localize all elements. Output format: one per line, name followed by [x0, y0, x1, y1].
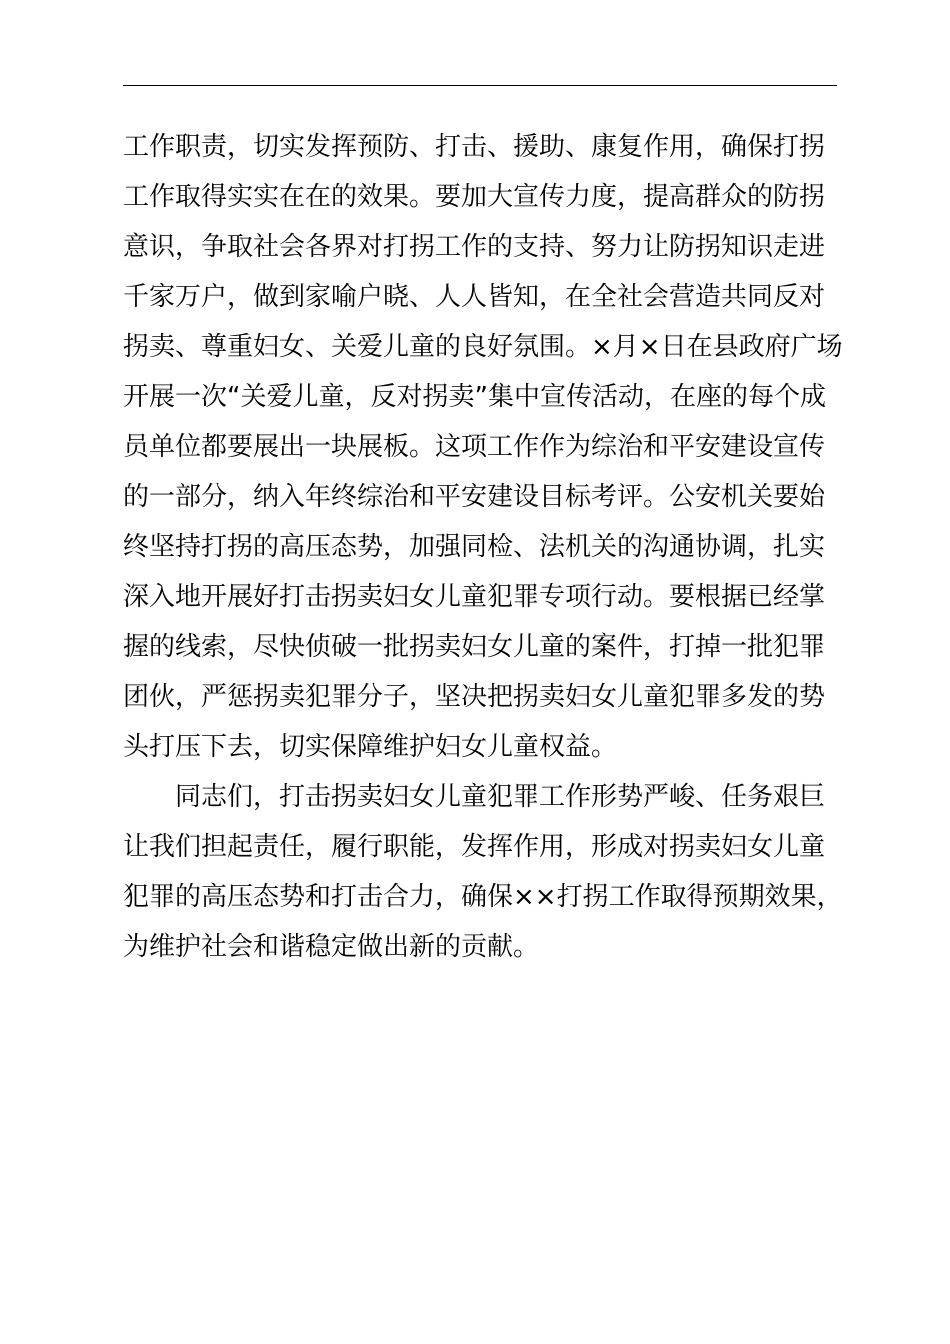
text-line: 犯罪的高压态势和打击合力，确保××打拐工作取得预期效果，: [123, 882, 843, 912]
text-line: 员单位都要展出一块展板。这项工作作为综治和平安建设宣传: [123, 432, 826, 462]
header-rule: [123, 85, 837, 86]
text-line: 工作取得实实在在的效果。要加大宣传力度，提高群众的防拐: [123, 182, 826, 212]
text-line: 深入地开展好打击拐卖妇女儿童犯罪专项行动。要根据已经掌: [123, 582, 826, 612]
text-line: 拐卖、尊重妇女、关爱儿童的良好氛围。×月×日在县政府广场: [123, 332, 843, 362]
paragraph-2: [123, 772, 843, 972]
text-line: 开展一次“关爱儿童，反对拐卖”集中宣传活动，在座的每个成: [123, 382, 826, 412]
paragraph-1: [123, 122, 843, 772]
text-line: 团伙，严惩拐卖犯罪分子，坚决把拐卖妇女儿童犯罪多发的势: [123, 682, 826, 712]
text-line: 为维护社会和谐稳定做出新的贡献。: [123, 932, 540, 962]
text-line: 让我们担起责任，履行职能，发挥作用，形成对拐卖妇女儿童: [123, 832, 826, 862]
text-line: 终坚持打拐的高压态势，加强同检、法机关的沟通协调，扎实: [123, 532, 826, 562]
text-line: 意识，争取社会各界对打拐工作的支持、努力让防拐知识走进: [123, 232, 826, 262]
text-line: 的一部分，纳入年终综治和平安建设目标考评。公安机关要始: [123, 482, 826, 512]
text-line: 头打压下去，切实保障维护妇女儿童权益。: [123, 732, 618, 762]
text-line: 工作职责，切实发挥预防、打击、援助、康复作用，确保打拐: [123, 132, 826, 162]
text-line: 千家万户，做到家喻户晓、人人皆知，在全社会营造共同反对: [123, 282, 826, 312]
text-line: 握的线索，尽快侦破一批拐卖妇女儿童的案件，打掉一批犯罪: [123, 632, 826, 662]
document-body: [123, 122, 843, 972]
text-line: 同志们，打击拐卖妇女儿童犯罪工作形势严峻、任务艰巨: [175, 782, 826, 812]
